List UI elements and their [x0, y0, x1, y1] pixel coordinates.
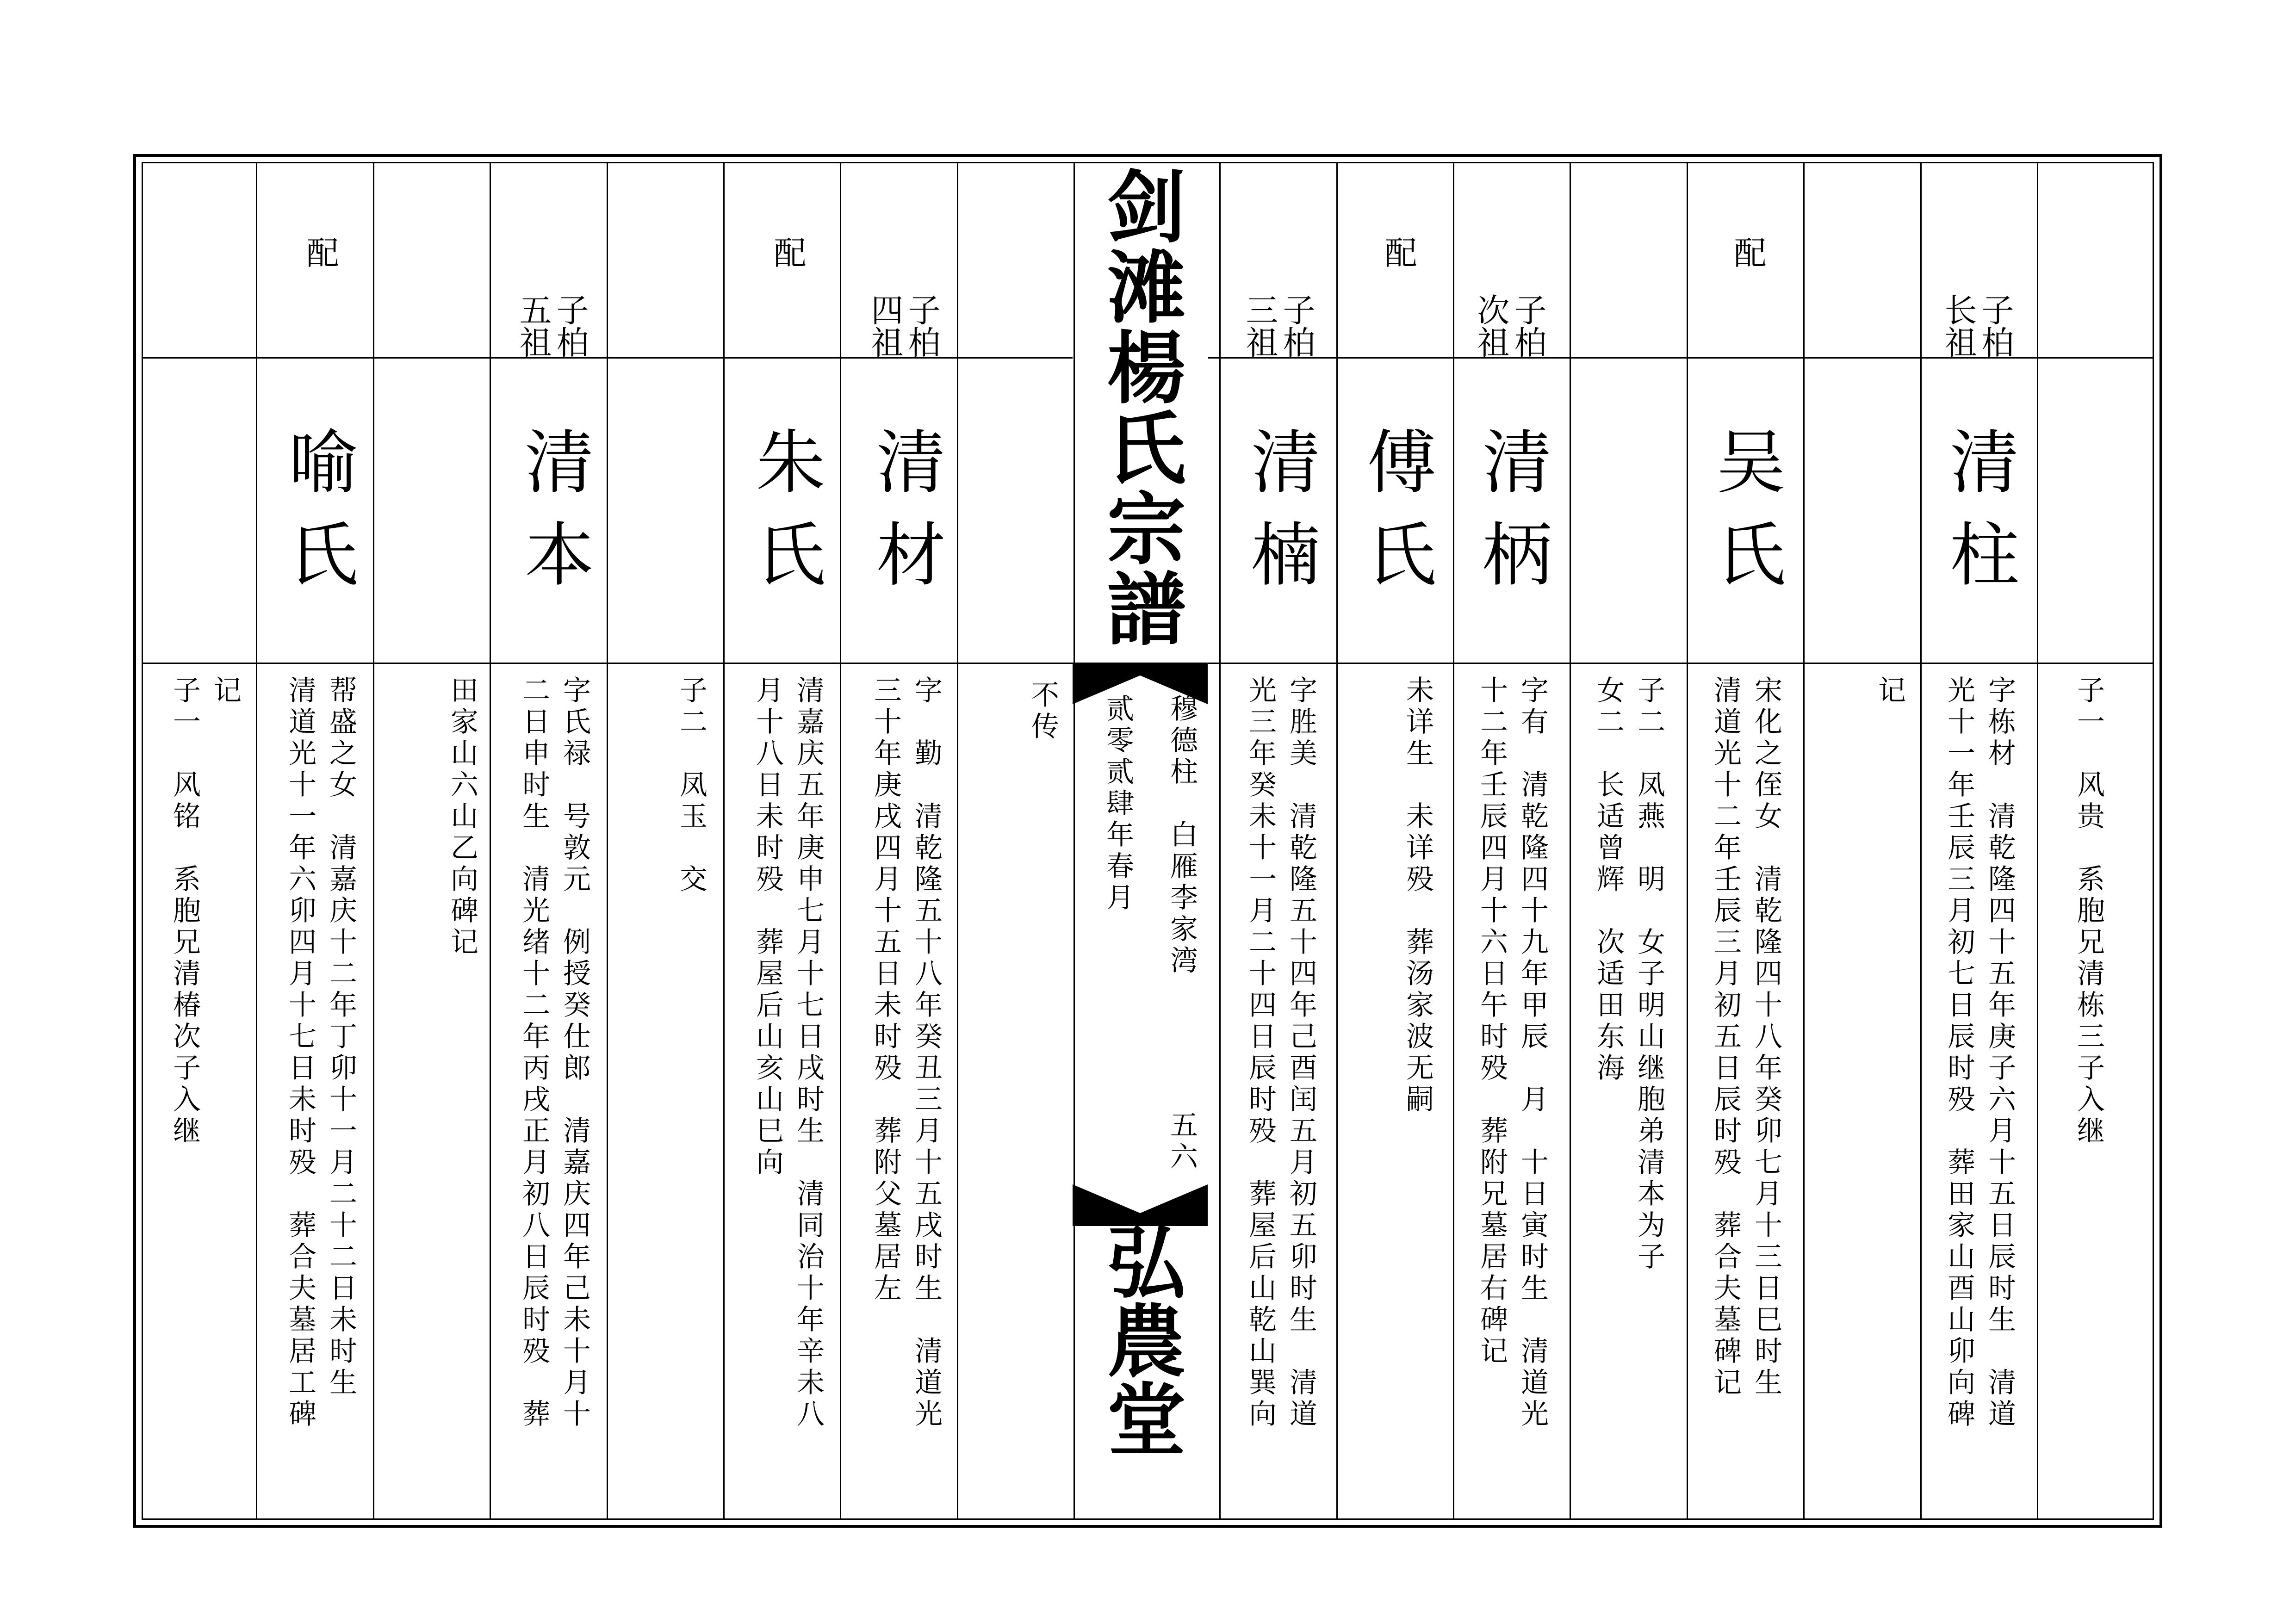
spouse-role: 配 [769, 236, 807, 268]
column-divider [2037, 162, 2038, 1520]
role-line: 子柏 [1976, 293, 2014, 358]
hall-name-text: 弘農堂 [1093, 1221, 1186, 1457]
generation-role [1976, 217, 2054, 358]
generation-role [1508, 217, 1586, 358]
name-row-divider-right [1208, 663, 2154, 664]
entry-body: 帮盛之女 清嘉庆十二年丁卯十一月二十二日未时生 清道光十一年六卯四月十七日未时殁 葬合夫墓居工碑 [284, 675, 357, 1431]
person-name: 清本 [513, 426, 593, 611]
genealogy-title [1073, 166, 1207, 665]
column-divider [1803, 162, 1805, 1520]
edition-date: 贰零贰肆年春月 [1102, 694, 1134, 914]
role-line: 三祖 [1241, 293, 1278, 358]
not-passed-note: 不传 [1027, 680, 1059, 743]
entry-body: 字有 清乾隆四十九年甲辰 月 十日寅时生 清道光 十二年壬辰四月十六日午时殁 葬附兄墓居右碑记 [1476, 675, 1549, 1431]
entry-body: 字栋材 清乾隆四十五年庚子六月十五日辰时生 清道 光十一年壬辰三月初七日辰时殁 葬田家山酉山卯向碑 [1943, 675, 2016, 1431]
person-name: 傅氏 [1355, 426, 1435, 611]
page-number: 五六 [1166, 1110, 1198, 1173]
entry-body: 田家山六山乙向碑记 [446, 675, 478, 959]
column-divider [1453, 162, 1454, 1520]
column-divider [840, 162, 841, 1520]
column-divider [490, 162, 491, 1520]
person-name: 喻氏 [277, 426, 357, 611]
column-divider [1570, 162, 1571, 1520]
role-line: 五祖 [514, 293, 552, 358]
column-divider [1920, 162, 1922, 1520]
entry-body: 字氏禄 号敦元 例授癸仕郎 清嘉庆四年己未十月十 二日申时生 清光绪十二年丙戌正月初八日辰时殁 葬 [518, 675, 591, 1431]
generation-role [902, 217, 980, 358]
role-line: 长祖 [1939, 293, 1977, 358]
entry-body: 清嘉庆五年庚申七月十七日戌时生 清同治十年辛未八 月十八日未时殁 葬屋后山亥山巳向 [751, 675, 825, 1431]
role-line: 子柏 [551, 293, 589, 358]
entry-body: 字 勤 清乾隆五十八年癸丑三月十五戌时生 清道光 三十年庚戌四月十五日未时殁 葬附父墓居左 [869, 675, 943, 1431]
entry-body: 字胜美 清乾隆五十四年己酉闰五月初五卯时生 清道 光三年癸未十一月二十四日辰时殁 葬屋后山乾山巽向 [1244, 675, 1317, 1431]
role-line: 子柏 [1278, 293, 1316, 358]
person-name: 清楠 [1239, 426, 1320, 611]
person-name: 清材 [864, 426, 945, 611]
generation-role [551, 217, 628, 358]
entry-body: 未详生 未详殁 葬汤家波无嗣 [1402, 675, 1434, 1116]
generation-role [1277, 217, 1355, 358]
person-name: 清柄 [1471, 426, 1551, 611]
publisher-info: 穆德柱 白雁李家湾 [1166, 694, 1198, 977]
genealogy-title-text: 剑滩楊氏宗譜 [1093, 166, 1186, 649]
column-divider [373, 162, 374, 1520]
hall-name [1073, 1221, 1207, 1518]
spouse-role: 配 [1379, 236, 1417, 268]
person-name: 朱氏 [744, 426, 825, 611]
column-divider [1687, 162, 1688, 1520]
column-divider [723, 162, 725, 1520]
entry-body: 子一 风贵 系胞兄清栋三子入继 [2073, 675, 2105, 1147]
spouse-role: 配 [301, 236, 339, 268]
column-divider [607, 162, 608, 1520]
role-line: 子柏 [1509, 293, 1547, 358]
column-divider [957, 162, 958, 1520]
entry-body: 记 子一 风铭 系胞兄清椿次子入继 [168, 675, 242, 1147]
entry-body: 子二 凤玉 交 [675, 675, 707, 896]
role-line: 次祖 [1472, 293, 1510, 358]
column-divider [1219, 162, 1221, 1520]
entry-body: 宋化之侄女 清乾隆四十八年癸卯七月十三日巳时生 清道光十二年壬辰三月初五日辰时殁 葬合夫墓碑记 [1709, 675, 1782, 1399]
column-divider [1336, 162, 1338, 1520]
entry-body: 子二 凤燕 明 女子明山继胞弟清本为子 女二 长适曾辉 次适田东海 [1592, 675, 1665, 1273]
role-line: 四祖 [866, 293, 904, 358]
spouse-role: 配 [1729, 236, 1767, 268]
column-divider [256, 162, 257, 1520]
person-name: 吴氏 [1704, 426, 1785, 611]
entry-body: 记 [1874, 675, 1906, 707]
person-name: 清柱 [1938, 426, 2018, 611]
role-line: 子柏 [903, 293, 941, 358]
